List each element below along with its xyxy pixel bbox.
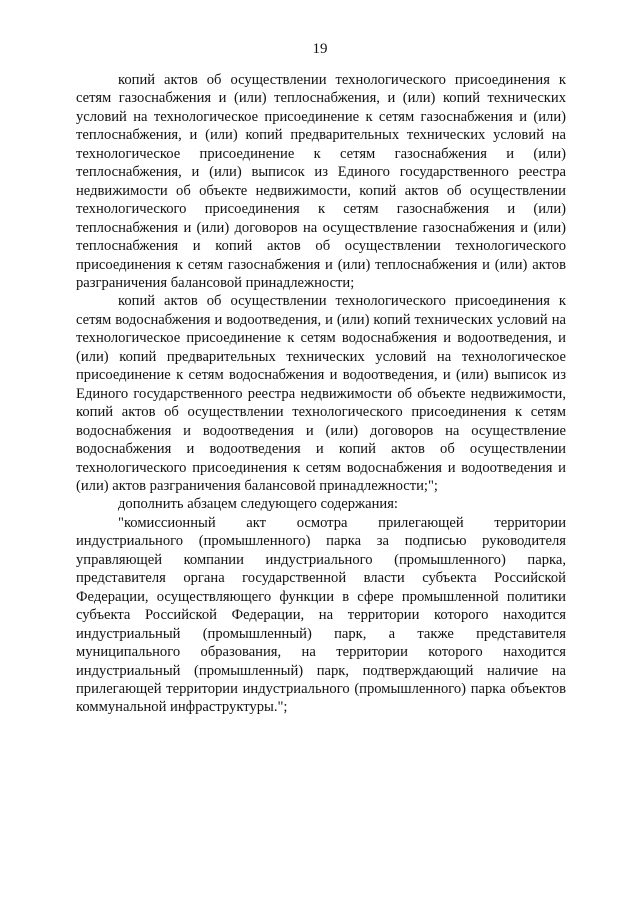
paragraph-gas-heat-acts: копий актов об осуществлении технологического присоединения к сетям газоснабжения и (или) теплоснабжения, и (или) копий технических условий на технологическое присоединение к сетям газоснабжения и (или) теплоснабжения, и (или) копий предварительных технических условий на технологическое присоединение к сетям газоснабжения и (или) теплоснабжения, и (или) выписок из Единого государственного реестра недвижимости об объекте недвижимости, копий актов об осуществлении технологического присоединения к сетям газоснабжения и (или) теплоснабжения и (или) договоров на осуществление газоснабжения и (или) теплоснабжения и копий актов об осуществлении технологического присоединения к сетям газоснабжения и (или) теплоснабжения и (или) актов разграничения балансовой принадлежности; <box>76 72 566 291</box>
paragraph-amendment-intro: дополнить абзацем следующего содержания: <box>118 496 398 513</box>
document-body <box>76 71 566 717</box>
paragraph-water-acts: копий актов об осуществлении технологического присоединения к сетям водоснабжения и водоотведения, и (или) копий технических условий на технологическое присоединение к сетям водоснабжения и водоотведения, и (или) копий предварительных технических условий на технологическое присоединение к сетям водоснабжения и водоотведения, и (или) выписок из Единого государственного реестра недвижимости об объекте недвижимости, копий актов об осуществлении технологического присоединения к сетям водоснабжения и водоотведения и (или) договоров на осуществление водоснабжения и водоотведения и копий актов об осуществлении технологического присоединения к сетям водоснабжения и водоотведения и (или) актов разграничения балансовой принадлежности;"; <box>76 293 566 494</box>
paragraph-commission-act: "комиссионный акт осмотра прилегающей территории индустриального (промышленного) парка за подписью руководителя управляющей компании индустриального (промышленного) парка, представителя органа государственной власти субъекта Российской Федерации, осуществляющего функции в сфере промышленной политики субъекта Российской Федерации, на территории которого находится индустриальный (промышленный) парк, а также представителя муниципального образования, на территории которого находится индустриальный (промышленный) парк, подтверждающий наличие на прилегающей территории индустриального (промышленного) парка объектов коммунальной инфраструктуры."; <box>76 514 566 716</box>
page-number: 19 <box>312 41 328 57</box>
